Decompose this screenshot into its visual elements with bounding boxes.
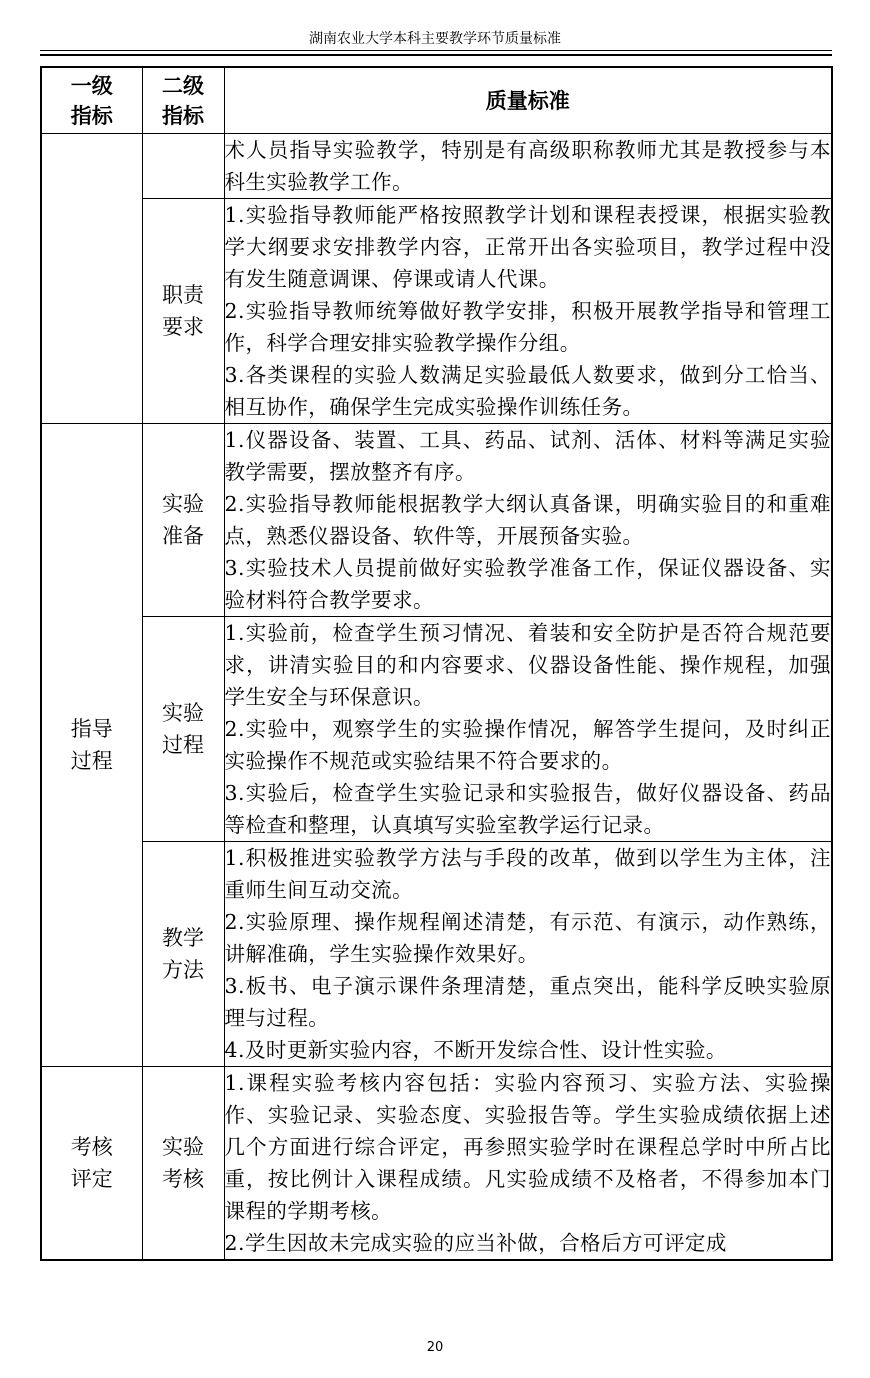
level2-cell-exam <box>142 1067 224 1261</box>
level2-label-line2: 过程 <box>162 733 204 757</box>
level2-label-line1: 职责 <box>162 283 204 307</box>
standard-item: 2.实验中，观察学生的实验操作情况，解答学生提问，及时纠正实验操作不规范或实验结果不符合要求的。 <box>224 717 831 773</box>
standard-item: 1.课程实验考核内容包括：实验内容预习、实验方法、实验操作、实验记录、实验态度、实验报告等。学生实验成绩依据上述几个方面进行综合评定，再参照实验学时在课程总学时中所占比重，按比例计入课程成绩。凡实验成绩不及格者，不得参加本门课程的学期考核。 <box>224 1071 831 1223</box>
header-level1-line1: 一级 <box>70 73 113 98</box>
level2-cell-process <box>142 617 224 842</box>
header-level2 <box>142 67 224 134</box>
standard-item: 2.实验指导教师统筹做好教学安排，积极开展教学指导和管理工作，科学合理安排实验教学操作分组。 <box>224 299 831 355</box>
header-rule-thick <box>40 54 832 56</box>
level2-label-line2: 准备 <box>162 524 204 548</box>
standard-cell <box>224 424 832 617</box>
level2-cell-empty <box>142 134 224 199</box>
level1-cell-guidance <box>41 424 142 1067</box>
header-level1 <box>41 67 142 134</box>
standard-item: 术人员指导实验教学，特别是有高级职称教师尤其是教授参与本科生实验教学工作。 <box>224 138 831 194</box>
standard-cell <box>224 842 832 1067</box>
standard-cell <box>224 617 832 842</box>
standard-item: 1.仪器设备、装置、工具、药品、试剂、活体、材料等满足实验教学需要，摆放整齐有序。 <box>224 428 831 484</box>
standard-item: 3.各类课程的实验人数满足实验最低人数要求，做到分工恰当、相互协作，确保学生完成实验操作训练任务。 <box>224 363 831 419</box>
header-standard: 质量标准 <box>224 67 832 134</box>
level2-label-line1: 实验 <box>162 1135 204 1159</box>
header-level1-line2: 指标 <box>70 103 113 128</box>
header-rule-thin <box>40 50 832 51</box>
header-level2-line2: 指标 <box>162 103 204 128</box>
standard-item: 3.实验后，检查学生实验记录和实验报告，做好仪器设备、药品等检查和整理，认真填写实验室教学运行记录。 <box>224 781 831 837</box>
page-number: 20 <box>426 1340 444 1355</box>
standard-cell <box>224 199 832 424</box>
standard-item: 1.实验前，检查学生预习情况、着装和安全防护是否符合规范要求，讲清实验目的和内容要求、仪器设备性能、操作规程，加强学生安全与环保意识。 <box>224 621 831 709</box>
standard-item: 2.学生因故未完成实验的应当补做，合格后方可评定成 <box>224 1231 727 1255</box>
table-row <box>41 617 832 842</box>
level2-cell-method <box>142 842 224 1067</box>
table-row <box>41 134 832 199</box>
level2-label-line2: 考核 <box>162 1167 204 1191</box>
level2-label-line1: 实验 <box>162 492 204 516</box>
quality-standard-table <box>40 66 833 1261</box>
running-header: 湖南农业大学本科主要教学环节质量标准 <box>309 31 561 47</box>
level1-cell-empty <box>41 134 142 424</box>
level2-label-line1: 教学 <box>162 926 204 950</box>
level2-cell-preparation <box>142 424 224 617</box>
level2-label-line2: 方法 <box>162 958 204 982</box>
table-row <box>41 1067 832 1261</box>
standard-cell <box>224 1067 832 1261</box>
level1-label-line1: 考核 <box>70 1135 113 1159</box>
table-row <box>41 199 832 424</box>
level2-cell-duty <box>142 199 224 424</box>
standard-item: 3.实验技术人员提前做好实验教学准备工作，保证仪器设备、实验材料符合教学要求。 <box>224 556 831 612</box>
table-header-row <box>41 67 832 134</box>
header-level2-line1: 二级 <box>162 73 204 98</box>
table-row <box>41 424 832 617</box>
level1-label-line2: 评定 <box>70 1167 113 1191</box>
level2-label-line1: 实验 <box>162 701 204 725</box>
level2-label-line2: 要求 <box>162 315 204 339</box>
standard-item: 1.实验指导教师能严格按照教学计划和课程表授课，根据实验教学大纲要求安排教学内容，正常开出各实验项目，教学过程中没有发生随意调课、停课或请人代课。 <box>224 203 831 291</box>
level1-cell-assessment <box>41 1067 142 1261</box>
table-row <box>41 842 832 1067</box>
level1-label-line1: 指导 <box>70 717 113 741</box>
standard-item: 1.积极推进实验教学方法与手段的改革，做到以学生为主体，注重师生间互动交流。 <box>224 846 831 902</box>
standard-item: 4.及时更新实验内容，不断开发综合性、设计性实验。 <box>224 1038 727 1062</box>
standard-cell <box>224 134 832 199</box>
standard-item: 2.实验指导教师能根据教学大纲认真备课，明确实验目的和重难点，熟悉仪器设备、软件等，开展预备实验。 <box>224 492 831 548</box>
standard-item: 2.实验原理、操作规程阐述清楚，有示范、有演示，动作熟练，讲解准确，学生实验操作效果好。 <box>224 910 831 966</box>
standard-item: 3.板书、电子演示课件条理清楚，重点突出，能科学反映实验原理与过程。 <box>224 974 831 1030</box>
level1-label-line2: 过程 <box>70 749 113 773</box>
